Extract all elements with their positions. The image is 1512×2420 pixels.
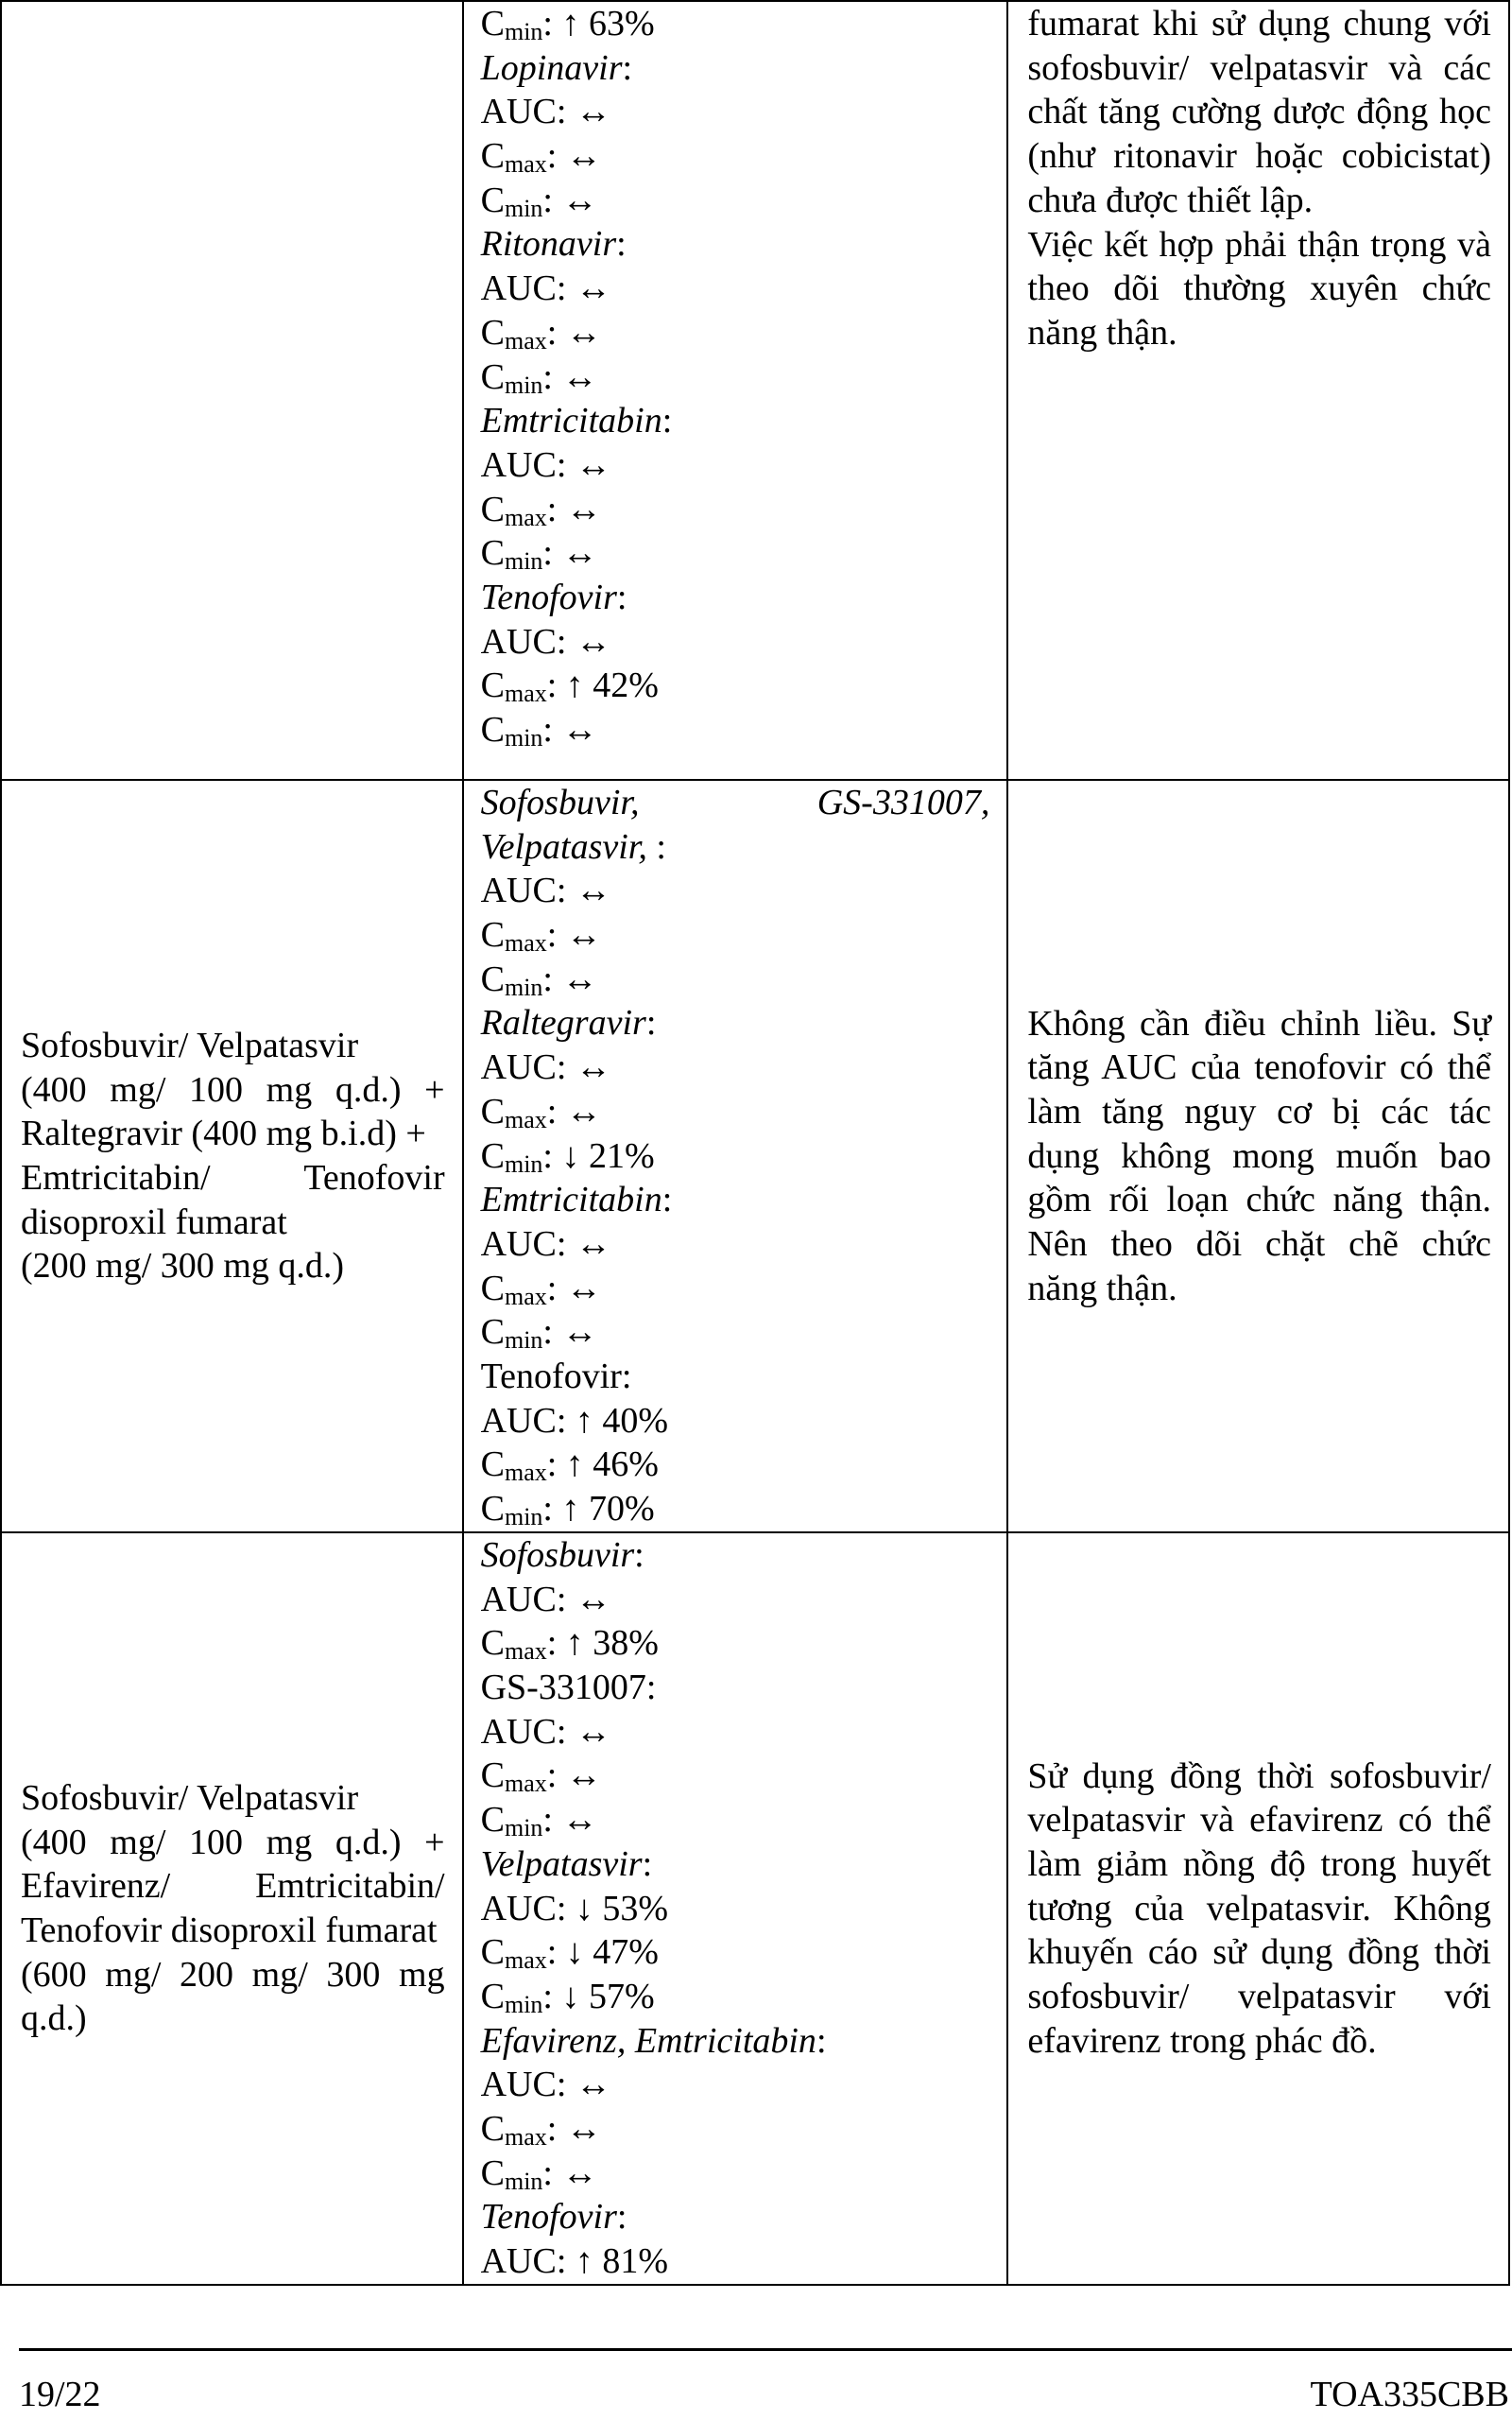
drug-heading-line <box>481 1178 990 1222</box>
colon: : <box>616 577 627 617</box>
parameter-value: : ↔ <box>542 959 598 999</box>
parameter-value: : ↑ 42% <box>546 666 659 706</box>
pk-parameter-line <box>481 488 990 532</box>
pk-parameter-line <box>481 1090 990 1134</box>
pk-parameter-line <box>481 913 990 958</box>
pk-parameter-line <box>481 1267 990 1311</box>
parameter-label: C <box>480 1489 505 1529</box>
pk-effects-cell <box>463 1 1008 780</box>
pk-text-line: AUC: ↔ <box>480 2065 611 2105</box>
parameter-subscript: max <box>504 1459 547 1487</box>
parameter-subscript: max <box>504 680 547 708</box>
parameter-subscript: min <box>504 18 543 45</box>
colon: : <box>662 1180 673 1220</box>
parameter-value: : ↔ <box>546 489 602 529</box>
pk-effects-cell <box>463 780 1008 1532</box>
pk-text-line: AUC: ↔ <box>480 1047 611 1088</box>
recommendation-cell <box>1007 1532 1509 2285</box>
table-row <box>1 780 1509 1532</box>
colon: : <box>645 1003 657 1044</box>
parameter-subscript: min <box>504 547 543 576</box>
pk-text-line: AUC: ↔ <box>480 444 611 485</box>
parameter-value: : ↓ 47% <box>546 1932 659 1973</box>
recommendation-text: Sử dụng đồng thời sofosbuvir/ velpatasvir và efavirenz có thể làm giảm nồng độ trong huyết tương của velpatasvir. Không khuyến cáo sử dụng đồng thời sofosbuvir/ velpatasvir với efavirenz trong phác đồ. <box>1027 1755 1491 2061</box>
pk-parameter-line <box>481 134 990 179</box>
parameter-label: C <box>480 1444 505 1485</box>
parameter-value: : ↔ <box>542 180 598 220</box>
parameter-subscript: max <box>504 1282 547 1310</box>
colon: : <box>642 1843 653 1884</box>
pk-parameter-line <box>481 531 990 576</box>
parameter-label: C <box>480 4 505 43</box>
pk-parameter-line <box>481 1310 990 1355</box>
regimen-cell <box>1 780 463 1532</box>
pk-text-line: GS-331007: <box>480 1668 657 1708</box>
table-row <box>1 1532 1509 2285</box>
colon: : <box>616 224 627 265</box>
parameter-subscript: min <box>504 1814 543 1842</box>
parameter-label: C <box>480 2108 505 2149</box>
pk-parameter-line <box>481 311 990 355</box>
drug-name: Sofosbuvir <box>480 1535 635 1575</box>
parameter-label: C <box>480 1091 505 1132</box>
recommendation-text: Việc kết hợp phải thận trọng và theo dõi thường xuyên chức năng thận. <box>1027 224 1491 353</box>
pk-parameter-line <box>481 1443 990 1487</box>
parameter-value: : ↔ <box>546 136 602 177</box>
drug-name: GS-331007, <box>816 783 990 822</box>
parameter-subscript: max <box>504 2122 547 2151</box>
recommendation-cell <box>1007 780 1509 1532</box>
parameter-label: C <box>480 533 505 574</box>
pk-text-line: AUC: ↔ <box>480 871 611 911</box>
regimen-cell <box>1 1532 463 2285</box>
regimen-line: Sofosbuvir/ Velpatasvir <box>21 1025 359 1065</box>
parameter-label: C <box>480 915 505 956</box>
pk-text-line: AUC: ↔ <box>480 621 611 662</box>
parameter-value: : ↔ <box>546 1268 602 1308</box>
drug-suffix: : <box>646 826 666 867</box>
drug-heading-line <box>481 222 990 267</box>
parameter-value: : ↔ <box>546 312 602 353</box>
parameter-subscript: max <box>504 1946 547 1975</box>
parameter-value: : ↔ <box>542 356 598 397</box>
pk-parameter-line <box>481 708 990 752</box>
drug-heading-line <box>481 2195 990 2239</box>
parameter-label: C <box>480 489 505 529</box>
parameter-label: C <box>480 710 505 750</box>
drug-name: Velpatasvir <box>480 1843 643 1884</box>
parameter-value: : ↔ <box>542 1800 598 1841</box>
table-row <box>1 1 1509 780</box>
drug-heading-line <box>481 2019 990 2064</box>
parameter-value: : ↔ <box>546 1755 602 1796</box>
footer-divider <box>19 2348 1512 2351</box>
pk-text-line: AUC: ↓ 53% <box>480 1888 669 1928</box>
recommendation-text: fumarat khi sử dụng chung với sofosbuvir/ velpatasvir và các chất tăng cường dược động học (như ritonavir hoặc cobicistat) chưa được thiết lập. <box>1027 4 1491 220</box>
parameter-subscript: min <box>504 194 543 222</box>
pk-parameter-line <box>481 958 990 1002</box>
pk-parameter-line <box>481 1975 990 2019</box>
pk-parameter-line <box>481 355 990 400</box>
drug-heading-line <box>481 781 990 825</box>
parameter-label: C <box>480 180 505 220</box>
parameter-value: : ↓ 21% <box>542 1135 655 1176</box>
drug-heading-line <box>481 46 990 91</box>
parameter-label: C <box>480 2152 505 2193</box>
recommendation-text: Không cần điều chỉnh liều. Sự tăng AUC của tenofovir có thể làm tăng nguy cơ bị các tác dụng không mong muốn bao gồm rối loạn chức năng thận. Nên theo dõi chặt chẽ chức năng thận. <box>1027 1003 1491 1308</box>
parameter-subscript: max <box>504 150 547 179</box>
parameter-label: C <box>480 136 505 177</box>
parameter-value: : ↔ <box>542 1312 598 1353</box>
drug-name: Ritonavir <box>480 224 617 265</box>
parameter-subscript: max <box>504 1770 547 1798</box>
parameter-label: C <box>480 1976 505 2016</box>
drug-name: Raltegravir <box>480 1003 646 1044</box>
colon: : <box>634 1535 644 1575</box>
regimen-line: (400 mg/ 100 mg q.d.) + Raltegravir (400 mg b.i.d) + <box>21 1069 445 1154</box>
drug-heading-line <box>481 399 990 443</box>
drug-heading-line <box>481 1001 990 1046</box>
colon: : <box>616 2197 627 2238</box>
pk-text-line: AUC: ↑ 40% <box>480 1400 669 1441</box>
pk-text-line: Tenofovir: <box>480 1356 632 1396</box>
parameter-subscript: min <box>504 371 543 399</box>
drug-name: Tenofovir <box>480 2197 617 2238</box>
parameter-label: C <box>480 1800 505 1841</box>
parameter-label: C <box>480 666 505 706</box>
drug-name: Sofosbuvir, <box>480 783 640 822</box>
parameter-subscript: min <box>504 1326 543 1355</box>
colon: : <box>622 47 633 88</box>
parameter-subscript: max <box>504 929 547 958</box>
pk-parameter-line <box>481 2152 990 2196</box>
pk-parameter-line <box>481 1798 990 1842</box>
pk-parameter-line <box>481 1487 990 1531</box>
parameter-value: : ↔ <box>546 915 602 956</box>
parameter-label: C <box>480 1135 505 1176</box>
parameter-subscript: min <box>504 2167 543 2195</box>
parameter-label: C <box>480 1268 505 1308</box>
parameter-subscript: max <box>504 1105 547 1133</box>
drug-name: Tenofovir <box>480 577 617 617</box>
drug-heading-line <box>481 1533 990 1578</box>
drug-name: Emtricitabin <box>480 401 662 441</box>
drug-heading-line <box>481 1842 990 1887</box>
drug-name: Velpatasvir, <box>480 826 647 867</box>
drug-name: Emtricitabin <box>480 1180 662 1220</box>
parameter-label: C <box>480 959 505 999</box>
colon: : <box>816 2020 827 2061</box>
drug-name: Efavirenz, Emtricitabin <box>480 2020 816 2061</box>
parameter-value: : ↑ 38% <box>546 1623 659 1664</box>
parameter-label: C <box>480 1312 505 1353</box>
pk-parameter-line <box>481 1930 990 1975</box>
pk-parameter-line <box>481 664 990 708</box>
parameter-label: C <box>480 312 505 353</box>
parameter-value: : ↑ 63% <box>542 4 655 43</box>
parameter-subscript: min <box>504 1503 543 1530</box>
regimen-line: Sofosbuvir/ Velpatasvir <box>21 1777 359 1818</box>
document-code: TOA335CBB <box>1310 2375 1509 2414</box>
pk-text-line: AUC: ↑ 81% <box>480 2241 669 2281</box>
parameter-subscript: min <box>504 973 543 1001</box>
page-number: 19/22 <box>19 2375 101 2414</box>
parameter-subscript: min <box>504 1990 543 2018</box>
parameter-subscript: max <box>504 326 547 354</box>
parameter-value: : ↔ <box>542 710 598 750</box>
drug-heading-line <box>481 576 990 620</box>
pk-parameter-line <box>481 2 990 46</box>
regimen-line: (400 mg/ 100 mg q.d.) + Efavirenz/ Emtricitabin/ Tenofovir disoproxil fumarat <box>21 1822 445 1950</box>
regimen-line: Emtricitabin/ Tenofovir disoproxil fumarat <box>21 1158 445 1242</box>
pk-effects-cell <box>463 1532 1008 2285</box>
parameter-subscript: max <box>504 1637 547 1666</box>
pk-text-line: AUC: ↔ <box>480 1579 611 1619</box>
parameter-subscript: max <box>504 503 547 531</box>
parameter-label: C <box>480 1755 505 1796</box>
pk-parameter-line <box>481 179 990 223</box>
drug-heading-line <box>481 825 990 870</box>
regimen-line: (600 mg/ 200 mg/ 300 mg q.d.) <box>21 1954 445 2039</box>
parameter-value: : ↔ <box>546 1091 602 1132</box>
colon: : <box>662 401 673 441</box>
pk-parameter-line <box>481 1134 990 1179</box>
parameter-subscript: min <box>504 1150 543 1178</box>
parameter-value: : ↑ 70% <box>542 1489 655 1529</box>
pk-text-line: AUC: ↔ <box>480 1223 611 1264</box>
parameter-value: : ↓ 57% <box>542 1976 655 2016</box>
parameter-value: : ↔ <box>542 2152 598 2193</box>
parameter-value: : ↔ <box>546 2108 602 2149</box>
pk-parameter-line <box>481 1754 990 1798</box>
drug-name: Lopinavir <box>480 47 623 88</box>
parameter-label: C <box>480 1932 505 1973</box>
recommendation-cell <box>1007 1 1509 780</box>
pk-parameter-line <box>481 2107 990 2152</box>
parameter-label: C <box>480 1623 505 1664</box>
regimen-cell <box>1 1 463 780</box>
parameter-value: : ↑ 46% <box>546 1444 659 1485</box>
pk-text-line: AUC: ↔ <box>480 1711 611 1752</box>
parameter-subscript: min <box>504 724 543 752</box>
pk-parameter-line <box>481 1621 990 1666</box>
parameter-label: C <box>480 356 505 397</box>
regimen-line: (200 mg/ 300 mg q.d.) <box>21 1246 344 1287</box>
pk-text-line: AUC: ↔ <box>480 92 611 132</box>
parameter-value: : ↔ <box>542 533 598 574</box>
pk-text-line: AUC: ↔ <box>480 268 611 309</box>
